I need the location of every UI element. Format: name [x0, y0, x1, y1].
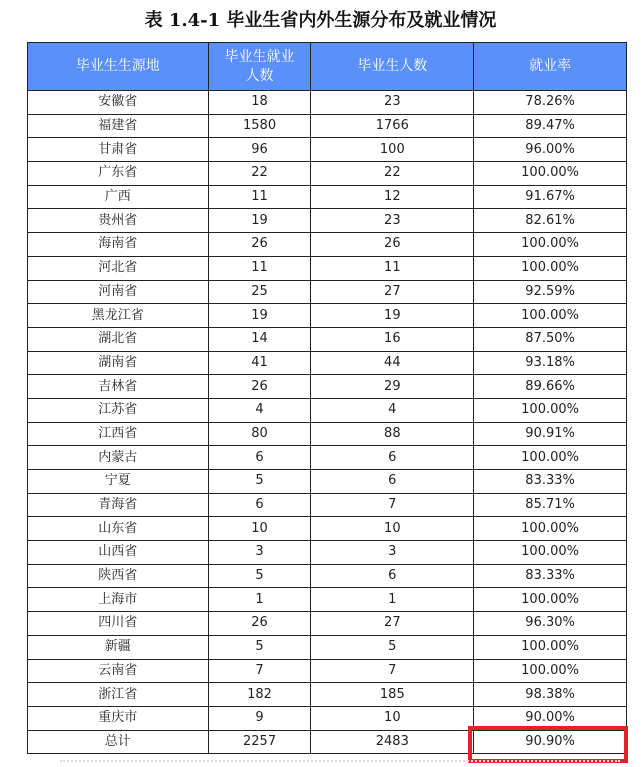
cell-origin: 河南省	[28, 280, 209, 304]
cell-employed: 19	[208, 209, 311, 233]
table-row	[28, 612, 627, 636]
cell-origin: 青海省	[28, 493, 209, 517]
cell-rate: 100.00%	[474, 162, 627, 186]
table-row	[28, 588, 627, 612]
cell-rate: 100.00%	[474, 635, 627, 659]
cell-origin: 山西省	[28, 541, 209, 565]
cell-rate: 100.00%	[474, 541, 627, 565]
cell-graduates: 23	[311, 209, 474, 233]
cell-origin: 浙江省	[28, 683, 209, 707]
cell-origin: 吉林省	[28, 375, 209, 399]
table-row	[28, 304, 627, 328]
table-row	[28, 91, 627, 115]
table-row	[28, 114, 627, 138]
cell-origin: 江苏省	[28, 398, 209, 422]
cell-employed: 14	[208, 327, 311, 351]
cell-rate: 91.67%	[474, 185, 627, 209]
table-row	[28, 541, 627, 565]
cell-origin: 山东省	[28, 517, 209, 541]
cell-origin: 贵州省	[28, 209, 209, 233]
cell-rate: 90.00%	[474, 706, 627, 730]
table-row	[28, 635, 627, 659]
cell-origin: 湖南省	[28, 351, 209, 375]
cell-employed: 1580	[208, 114, 311, 138]
cell-rate: 83.33%	[474, 564, 627, 588]
cell-graduates: 27	[311, 612, 474, 636]
cell-rate: 90.91%	[474, 422, 627, 446]
table-row	[28, 470, 627, 494]
table-title: 表 1.4-1 毕业生省内外生源分布及就业情况	[144, 10, 497, 31]
cell-rate: 100.00%	[474, 304, 627, 328]
cell-employed: 182	[208, 683, 311, 707]
cell-graduates: 100	[311, 138, 474, 162]
cell-rate: 85.71%	[474, 493, 627, 517]
cell-graduates: 185	[311, 683, 474, 707]
table-row	[28, 375, 627, 399]
table-row	[28, 280, 627, 304]
table-row	[28, 209, 627, 233]
cell-graduates: 6	[311, 470, 474, 494]
cell-graduates: 19	[311, 304, 474, 328]
cell-graduates: 2483	[311, 730, 474, 754]
cell-employed: 22	[208, 162, 311, 186]
cell-graduates: 1	[311, 588, 474, 612]
cell-employed: 25	[208, 280, 311, 304]
table-row	[28, 683, 627, 707]
table-row	[28, 517, 627, 541]
cell-graduates: 12	[311, 185, 474, 209]
cell-rate: 100.00%	[474, 659, 627, 683]
cell-graduates: 10	[311, 517, 474, 541]
cell-rate: 83.33%	[474, 470, 627, 494]
cell-employed: 11	[208, 256, 311, 280]
cell-graduates: 4	[311, 398, 474, 422]
cell-graduates: 1766	[311, 114, 474, 138]
table-row	[28, 185, 627, 209]
cell-employed: 26	[208, 612, 311, 636]
cell-graduates: 44	[311, 351, 474, 375]
cell-graduates: 6	[311, 446, 474, 470]
cell-graduates: 23	[311, 91, 474, 115]
cell-employed: 26	[208, 375, 311, 399]
cell-rate: 87.50%	[474, 327, 627, 351]
cell-origin: 福建省	[28, 114, 209, 138]
cell-rate: 78.26%	[474, 91, 627, 115]
cell-graduates: 5	[311, 635, 474, 659]
header-rate: 就业率	[474, 43, 627, 91]
cell-rate: 92.59%	[474, 280, 627, 304]
table-header-row	[28, 43, 627, 91]
cell-rate: 96.00%	[474, 138, 627, 162]
cell-rate: 100.00%	[474, 588, 627, 612]
cell-employed: 26	[208, 233, 311, 257]
cell-employed: 2257	[208, 730, 311, 754]
cell-origin: 湖北省	[28, 327, 209, 351]
cell-rate: 100.00%	[474, 446, 627, 470]
cell-graduates: 7	[311, 493, 474, 517]
table-row	[28, 351, 627, 375]
cell-rate: 89.47%	[474, 114, 627, 138]
cell-employed: 9	[208, 706, 311, 730]
cell-employed: 11	[208, 185, 311, 209]
cell-origin: 江西省	[28, 422, 209, 446]
cell-employed: 5	[208, 564, 311, 588]
table-row	[28, 256, 627, 280]
cell-origin: 总计	[28, 730, 209, 754]
table-row	[28, 162, 627, 186]
cell-rate: 100.00%	[474, 256, 627, 280]
cell-rate: 96.30%	[474, 612, 627, 636]
cell-graduates: 6	[311, 564, 474, 588]
cell-rate: 100.00%	[474, 398, 627, 422]
cell-graduates: 26	[311, 233, 474, 257]
cell-rate: 90.90%	[474, 730, 627, 754]
cell-graduates: 22	[311, 162, 474, 186]
cell-rate: 98.38%	[474, 683, 627, 707]
cell-graduates: 3	[311, 541, 474, 565]
cell-employed: 5	[208, 635, 311, 659]
cell-rate: 100.00%	[474, 517, 627, 541]
cell-rate: 100.00%	[474, 233, 627, 257]
cell-graduates: 7	[311, 659, 474, 683]
cell-rate: 93.18%	[474, 351, 627, 375]
table-row	[28, 446, 627, 470]
cell-origin: 广东省	[28, 162, 209, 186]
cell-origin: 河北省	[28, 256, 209, 280]
cell-employed: 10	[208, 517, 311, 541]
cell-graduates: 16	[311, 327, 474, 351]
cell-employed: 1	[208, 588, 311, 612]
cut-off-text-line	[60, 760, 620, 767]
cell-origin: 内蒙古	[28, 446, 209, 470]
table-row	[28, 493, 627, 517]
highlight-box	[468, 726, 628, 763]
cell-employed: 19	[208, 304, 311, 328]
table-row	[28, 398, 627, 422]
cell-employed: 7	[208, 659, 311, 683]
cell-graduates: 11	[311, 256, 474, 280]
cell-employed: 96	[208, 138, 311, 162]
table-row	[28, 659, 627, 683]
cell-origin: 宁夏	[28, 470, 209, 494]
cell-employed: 6	[208, 446, 311, 470]
cell-origin: 安徽省	[28, 91, 209, 115]
cell-employed: 18	[208, 91, 311, 115]
header-origin: 毕业生生源地	[28, 43, 209, 91]
table-row	[28, 422, 627, 446]
table-row	[28, 138, 627, 162]
cell-origin: 重庆市	[28, 706, 209, 730]
cell-origin: 海南省	[28, 233, 209, 257]
header-employed: 毕业生就业人数	[208, 43, 311, 91]
cell-origin: 黑龙江省	[28, 304, 209, 328]
cell-origin: 上海市	[28, 588, 209, 612]
cell-employed: 3	[208, 541, 311, 565]
cell-graduates: 29	[311, 375, 474, 399]
cell-origin: 四川省	[28, 612, 209, 636]
cell-graduates: 27	[311, 280, 474, 304]
cell-employed: 4	[208, 398, 311, 422]
cell-graduates: 10	[311, 706, 474, 730]
cell-origin: 云南省	[28, 659, 209, 683]
cell-employed: 80	[208, 422, 311, 446]
cell-employed: 6	[208, 493, 311, 517]
employment-table	[27, 42, 627, 754]
cell-graduates: 88	[311, 422, 474, 446]
cell-origin: 广西	[28, 185, 209, 209]
cell-employed: 41	[208, 351, 311, 375]
cell-employed: 5	[208, 470, 311, 494]
cell-origin: 陕西省	[28, 564, 209, 588]
table-row	[28, 327, 627, 351]
header-graduates: 毕业生人数	[311, 43, 474, 91]
cell-rate: 89.66%	[474, 375, 627, 399]
cell-rate: 82.61%	[474, 209, 627, 233]
cell-origin: 甘肃省	[28, 138, 209, 162]
table-row	[28, 233, 627, 257]
cell-origin: 新疆	[28, 635, 209, 659]
table-row	[28, 564, 627, 588]
